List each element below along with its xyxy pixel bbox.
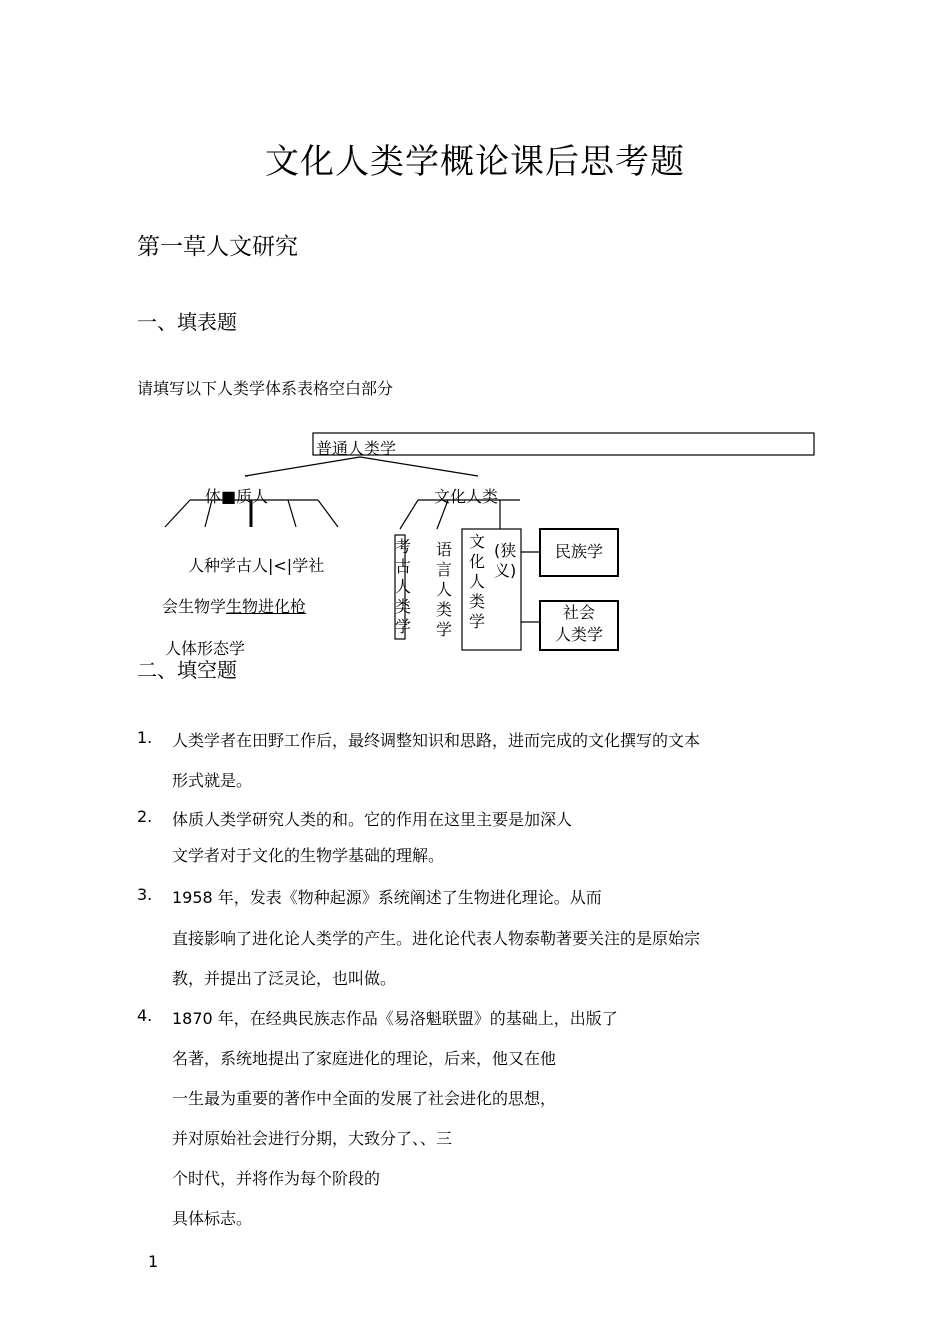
item-2-line-1: 体质人类学研究人类的和。它的作用在这里主要是加深人 <box>172 810 573 829</box>
item-2-number: 2. <box>137 807 153 826</box>
item-3-line-2: 直接影响了进化论人类学的产生。进化论代表人物泰勒著要关注的是原始宗 <box>172 929 701 948</box>
diagram-root-label: 普通人类学 <box>316 439 397 458</box>
diagram-left-branch-label: 体■质人 <box>205 487 269 506</box>
item-3-number: 3. <box>137 885 153 904</box>
section1-heading: 一、填表题 <box>137 310 237 334</box>
item-4-line-2: 名著，系统地提出了家庭进化的理论，后来，他又在他 <box>172 1049 557 1068</box>
chapter-heading: 第一草人文研究 <box>137 234 298 260</box>
item-1-number: 1. <box>137 728 153 747</box>
document-title: 文化人类学概论课后思考题 <box>265 142 685 182</box>
item-4-line-4: 并对原始社会进行分期，大致分了、、三 <box>172 1129 453 1148</box>
diagram-wenhua-label: 文化人类学 <box>468 532 485 631</box>
diagram-minzu-label: 民族学 <box>554 542 603 561</box>
diagram-kaogu-label: 考古人类学 <box>394 537 411 636</box>
diagram-right-branch-label: 文化人类 <box>434 487 499 506</box>
diagram-left-line2 <box>162 594 306 617</box>
item-4-number: 4. <box>137 1006 153 1025</box>
section1-instruction: 请填写以下人类学体系表格空白部分 <box>137 379 394 398</box>
diagram-left-line3: 人体形态学 <box>165 639 246 658</box>
section2-heading: 二、填空题 <box>137 658 237 682</box>
root-right-line <box>360 457 478 476</box>
diagram-shehui-label-2: 人类学 <box>554 625 603 644</box>
item-3-line-3: 教，并提出了泛灵论，也叫做。 <box>172 969 397 988</box>
diagram-shehui-label-1: 社会 <box>562 603 595 622</box>
diagram-left-line2-a: 会生物学 <box>162 597 227 616</box>
item-3-line-1: 1958 年，发表《物种起源》系统阐述了生物进化理论。从而 <box>172 888 602 907</box>
diagram-xiayi-label: (狭义) <box>494 541 517 580</box>
item-1-line-2: 形式就是。 <box>172 771 253 790</box>
root-left-line <box>245 457 360 476</box>
diagram-yuyan-label: 语言人类学 <box>435 540 452 639</box>
item-4-line-6: 具体标志。 <box>172 1209 253 1228</box>
diagram-left-line1: 人种学古人|<|学社 <box>188 556 325 575</box>
item-4-line-3: 一生最为重要的著作中全面的发展了社会进化的思想， <box>172 1089 557 1108</box>
page-number: 1 <box>148 1252 159 1271</box>
item-2-line-2: 文学者对于文化的生物学基础的理解。 <box>172 846 445 865</box>
item-4-line-5: 个时代，并将作为每个阶段的 <box>172 1169 381 1188</box>
item-4-line-1: 1870 年，在经典民族志作品《易洛魁联盟》的基础上，出版了 <box>172 1009 618 1028</box>
item-1-line-1: 人类学者在田野工作后，最终调整知识和思路，进而完成的文化撰写的文本 <box>172 731 701 750</box>
diagram-left-line2-b: 生物进化枪 <box>226 597 307 616</box>
